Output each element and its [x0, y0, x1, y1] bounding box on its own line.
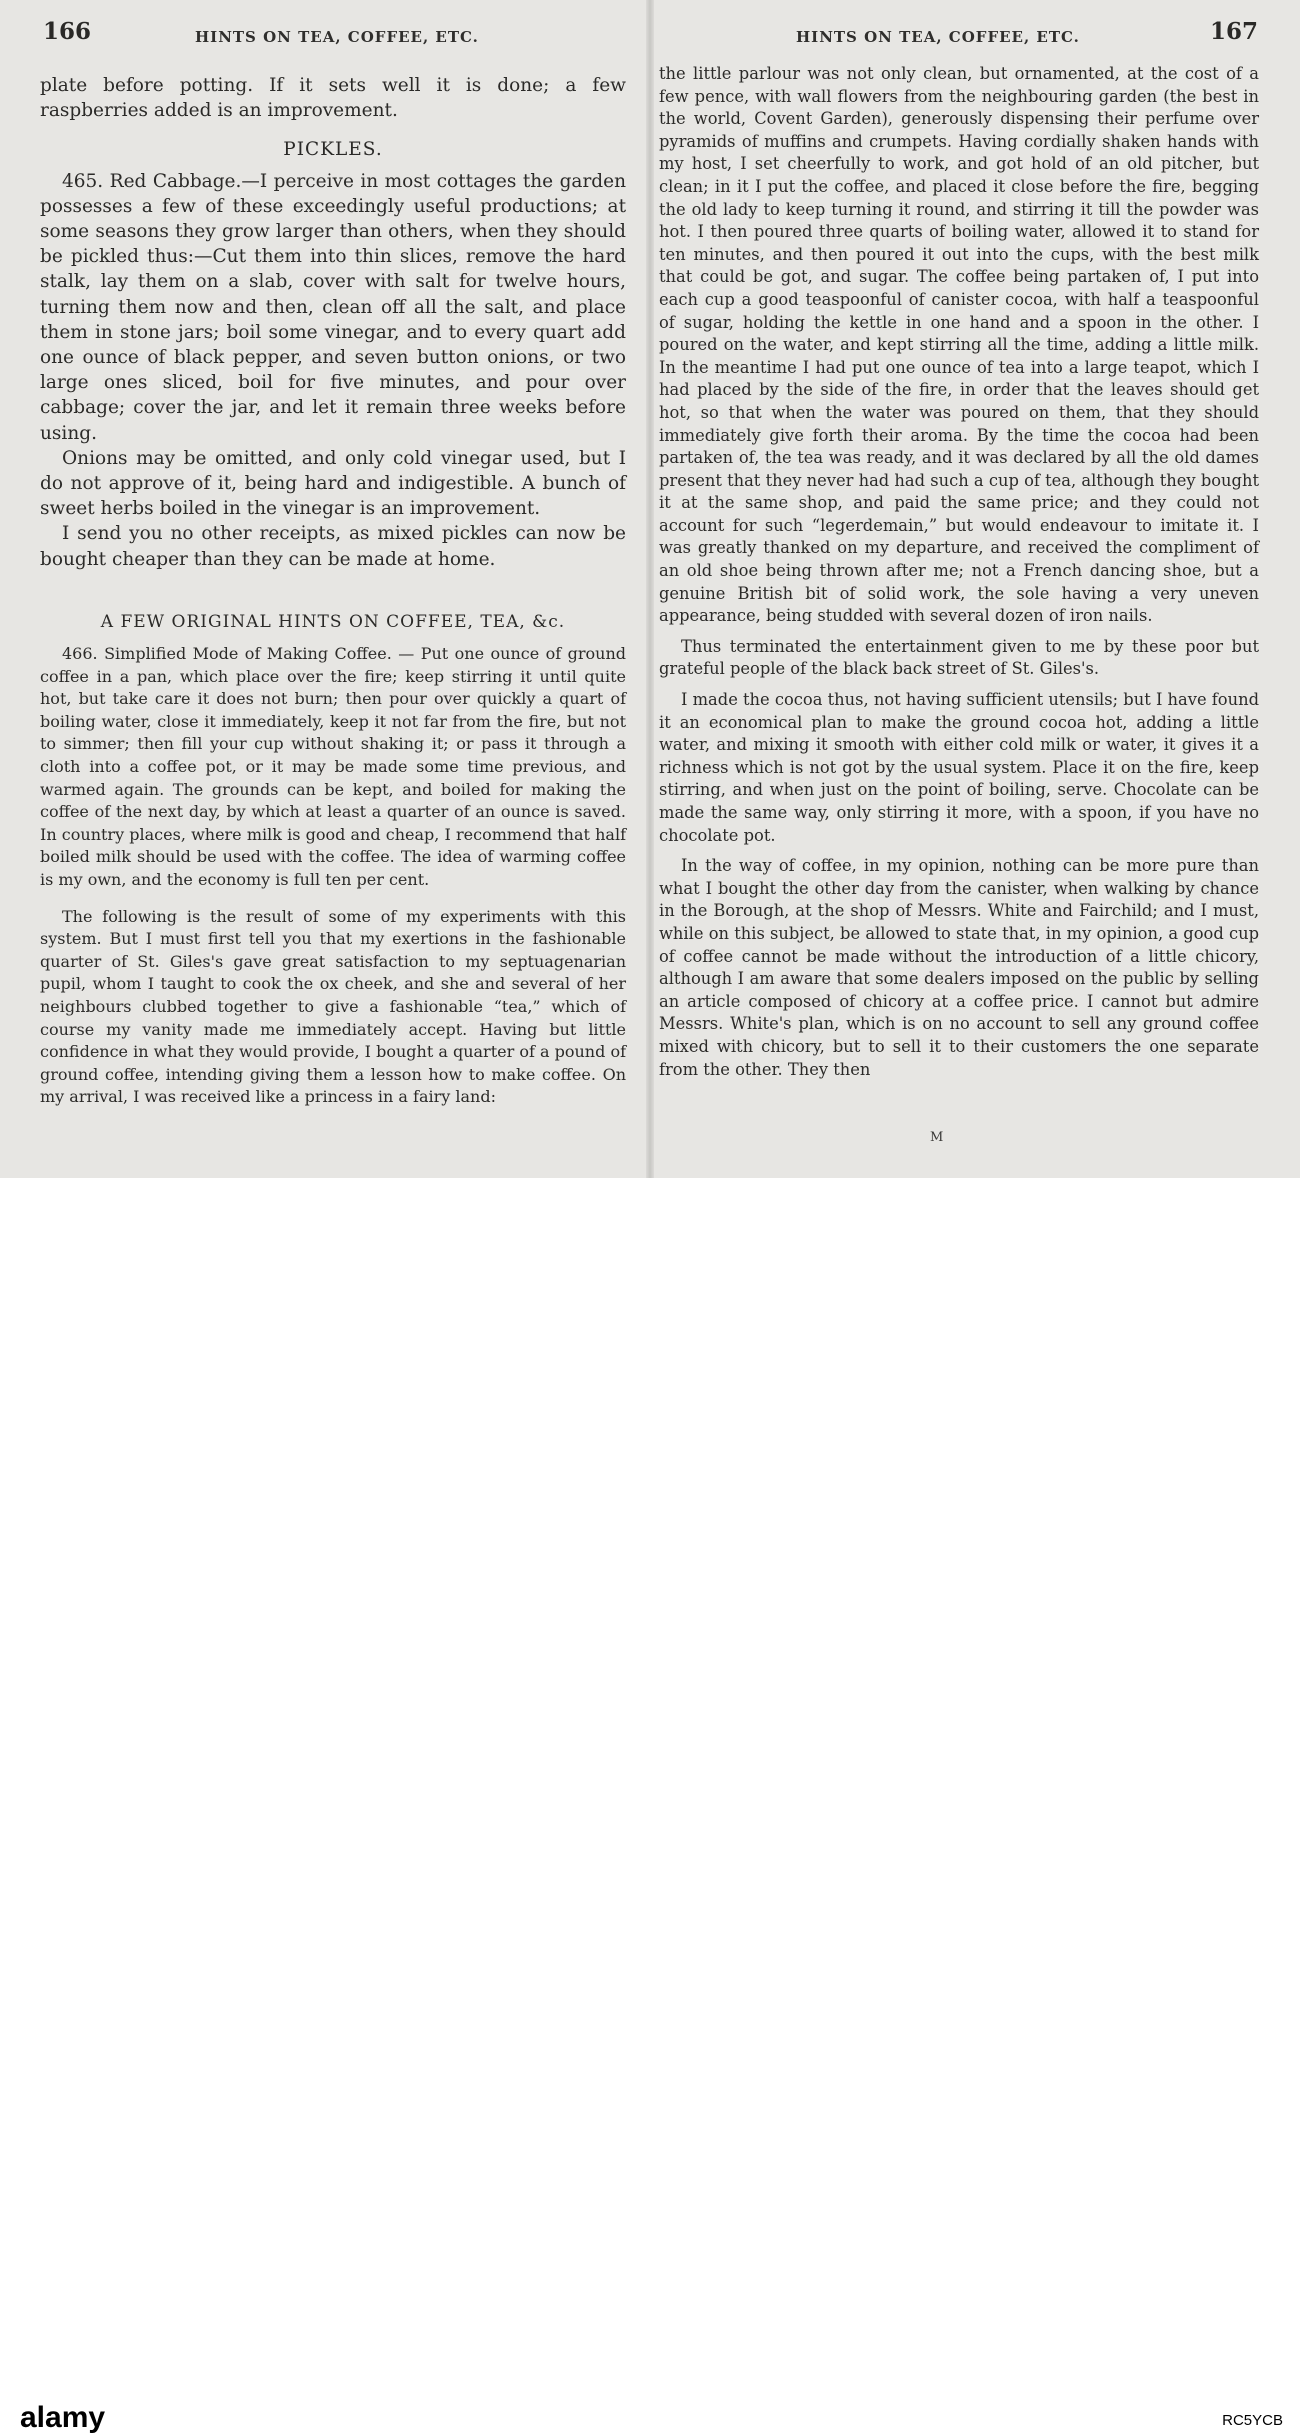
book-gutter	[646, 0, 654, 1178]
paragraph-onions: Onions may be omitted, and only cold vinegar used, but I do not approve of it, being hard and indigestible. A bunch of sweet herbs boiled in the vinegar is an improvement.	[40, 447, 626, 520]
book-spread	[0, 0, 1300, 1178]
left-page	[0, 0, 646, 1178]
paragraph-way: In the way of coffee, in my opinion, nothing can be more pure than what I bought the other day from the canister, when walking by chance in the Borough, at the shop of Messrs. White and Fairchild; and I must, while on this subject, be allowed to state that, in my opinion, a good cup of coffee cannot be made without the introduction of a little chicory, although I am aware that some dealers imposed on the public by selling an article composed of chicory at a coffee price. I cannot but admire Messrs. White's plan, which is on no account to sell any ground coffee mixed with chicory, but to sell it to their customers the one separate from the other. They then	[659, 856, 1259, 1079]
left-body-text	[40, 73, 626, 1109]
stock-footer	[0, 1178, 1300, 2434]
paragraph-receipts: I send you no other receipts, as mixed pickles can now be bought cheaper than they can be made at home.	[40, 523, 626, 570]
page-number: 167	[1210, 18, 1259, 45]
right-body-text	[659, 63, 1259, 1081]
right-page	[654, 0, 1300, 1178]
paragraph-cocoa: I made the cocoa thus, not having sufficient utensils; but I have found it an economical plan to make the ground cocoa hot, adding a little water, and mixing it smooth with either cold milk or water, it gives it a richness which is not got by the usual system. Place it on the fire, keep stirring, and when just on the point of boiling, serve. Chocolate can be made the same way, only stirring it more, with a spoon, if you have no chocolate pot.	[659, 690, 1259, 845]
running-head: HINTS ON TEA, COFFEE, ETC.	[195, 28, 479, 46]
paragraph-465: 465. Red Cabbage.—I perceive in most cottages the garden possesses a few of these exceedingly useful productions; at some seasons they grow larger than others, when they should be pickled thus:—Cut them into thin slices, remove the hard stalk, lay them on a slab, cover with salt for twelve hours, turning them now and then, clean off all the salt, and place them in stone jars; boil some vinegar, and to every quart add one ounce of black pepper, and seven button onions, or two large ones sliced, boil for five minutes, and pour over cabbage; cover the jar, and let it remain three weeks before using.	[40, 170, 626, 444]
heading-hints: A FEW ORIGINAL HINTS ON COFFEE, TEA, &c.	[100, 611, 566, 632]
logo-text: alamy	[20, 2401, 106, 2434]
paragraph-thus: Thus terminated the entertainment given to me by these poor but grateful people of the black back street of St. Giles's.	[659, 636, 1259, 679]
signature-mark: M	[930, 1130, 944, 1145]
running-head: HINTS ON TEA, COFFEE, ETC.	[796, 28, 1080, 46]
page-number: 166	[43, 18, 92, 45]
heading-pickles: PICKLES.	[283, 139, 383, 161]
paragraph-466: 466. Simplified Mode of Making Coffee. — Put one ounce of ground coffee in a pan, which place over the fire; keep stirring it until quite hot, but take care it does not burn; then pour over quickly a quart of boiling water, close it immediately, keep it not far from the fire, but not to simmer; then fill your cup without shaking it; or pass it through a cloth into a coffee pot, or it may be made some time previous, and warmed again. The grounds can be kept, and boiled for making the coffee of the next day, by which at least a quarter of an ounce is saved. In country places, where milk is good and cheap, I recommend that half boiled milk should be used with the coffee. The idea of warming coffee is my own, and the economy is full ten per cent.	[40, 644, 626, 889]
paragraph-following: The following is the result of some of my experiments with this system. But I must first tell you that my exertions in the fashionable quarter of St. Giles's gave great satisfaction to my septuagenarian pupil, whom I taught to cook the ox cheek, and she and several of her neighbours clubbed together to give a fashionable “tea,” which of course my vanity made me immediately accept. Having but little confidence in what they would provide, I bought a quarter of a pound of ground coffee, intending giving them a lesson how to make coffee. On my arrival, I was received like a princess in a fairy land:	[40, 906, 626, 1107]
stock-image-id: RC5YCB	[1222, 2412, 1283, 2429]
alamy-logo-icon	[20, 2400, 200, 2434]
paragraph-carryover: plate before potting. If it sets well it is done; a few raspberries added is an improvement.	[40, 75, 626, 122]
paragraph-parlour: the little parlour was not only clean, but ornamented, at the cost of a few pence, with wall flowers from the neighbouring garden (the best in the world, Covent Garden), generously dispensing their perfume over pyramids of muffins and crumpets. Having cordially shaken hands with my host, I set cheerfully to work, and got hold of an old pitcher, but clean; in it I put the coffee, and placed it close before the fire, begging the old lady to keep turning it round, and stirring it till the powder was hot. I then poured three quarts of boiling water, allowed it to stand for ten minutes, and then poured it out into the cups, with the best milk that could be got, and sugar. The coffee being partaken of, I put into each cup a good teaspoonful of canister cocoa, with half a teaspoonful of sugar, holding the kettle in one hand and a spoon in the other. I poured on the water, and kept stirring all the time, adding a little milk. In the meantime I had put one ounce of tea into a large teapot, which I had placed by the side of the fire, in order that the leaves should get hot, so that when the water was poured on them, that they should immediately give forth their aroma. By the time the cocoa had been partaken of, the tea was ready, and it was declared by all the old dames present that they never had had such a cup of tea, although they bought it at the same shop, and paid the same price; and they could not account for such “legerdemain,” but would endeavour to imitate it. I was greatly thanked on my departure, and received the compliment of an old shoe being thrown after me; not a French dancing shoe, but a genuine British bit of solid work, the sole having a very uneven appearance, being studded with several dozen of iron nails.	[659, 64, 1259, 626]
